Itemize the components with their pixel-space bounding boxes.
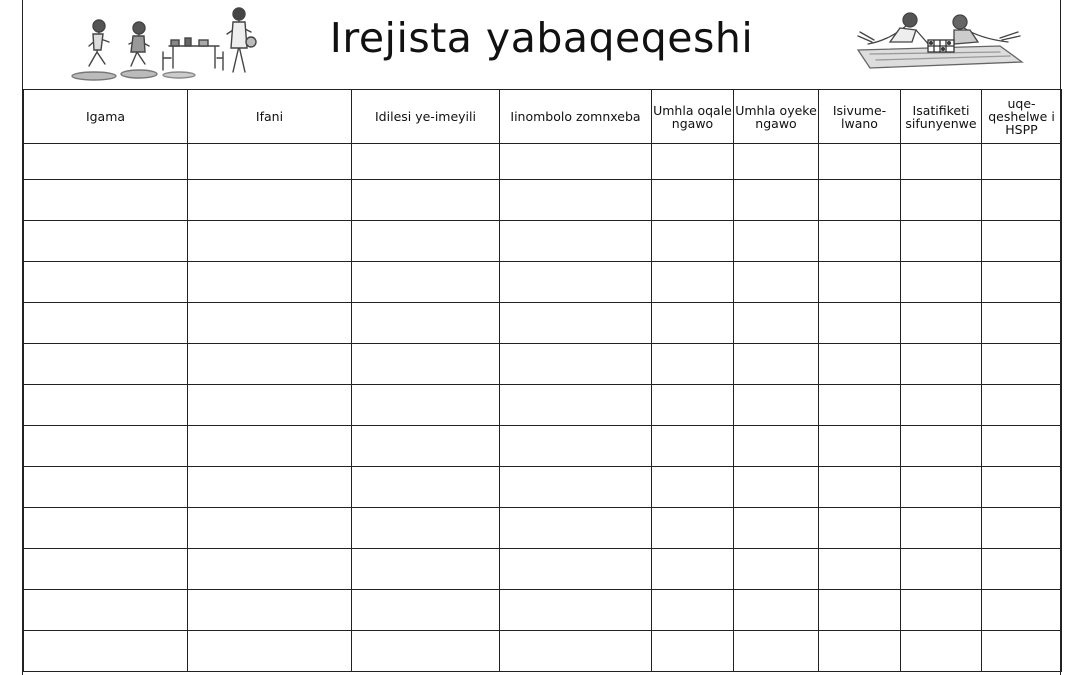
table-row	[24, 385, 1062, 426]
table-cell[interactable]	[734, 426, 819, 467]
table-cell[interactable]	[901, 344, 982, 385]
table-cell[interactable]	[188, 344, 352, 385]
table-cell[interactable]	[188, 303, 352, 344]
table-row	[24, 467, 1062, 508]
table-cell[interactable]	[352, 590, 500, 631]
table-cell[interactable]	[188, 467, 352, 508]
table-cell[interactable]	[352, 467, 500, 508]
table-cell[interactable]	[982, 631, 1062, 672]
column-header-igama: Igama	[24, 90, 188, 144]
header-banner	[23, 0, 1060, 89]
register-table	[23, 89, 1062, 672]
table-cell[interactable]	[188, 385, 352, 426]
table-cell[interactable]	[982, 426, 1062, 467]
table-cell[interactable]	[901, 262, 982, 303]
table-cell[interactable]	[352, 303, 500, 344]
table-cell[interactable]	[24, 344, 188, 385]
table-cell[interactable]	[24, 426, 188, 467]
table-cell[interactable]	[24, 508, 188, 549]
table-row	[24, 508, 1062, 549]
table-cell[interactable]	[24, 549, 188, 590]
table-cell[interactable]	[188, 180, 352, 221]
table-cell[interactable]	[352, 180, 500, 221]
table-cell[interactable]	[734, 385, 819, 426]
table-cell[interactable]	[819, 426, 901, 467]
table-cell[interactable]	[819, 549, 901, 590]
table-cell[interactable]	[188, 631, 352, 672]
table-cell[interactable]	[819, 303, 901, 344]
table-cell[interactable]	[819, 221, 901, 262]
table-cell[interactable]	[652, 385, 734, 426]
table-cell[interactable]	[652, 467, 734, 508]
table-cell[interactable]	[819, 144, 901, 180]
table-cell[interactable]	[500, 508, 652, 549]
column-header-certificate: Isatifiketi sifunyenwe	[901, 90, 982, 144]
table-cell[interactable]	[734, 344, 819, 385]
table-cell[interactable]	[352, 426, 500, 467]
table-cell[interactable]	[500, 144, 652, 180]
table-cell[interactable]	[24, 262, 188, 303]
table-cell[interactable]	[901, 385, 982, 426]
column-header-end-date: Umhla oyeke ngawo	[734, 90, 819, 144]
table-cell[interactable]	[901, 631, 982, 672]
table-cell[interactable]	[652, 631, 734, 672]
table-row	[24, 631, 1062, 672]
table-cell[interactable]	[24, 590, 188, 631]
table-cell[interactable]	[901, 467, 982, 508]
table-cell[interactable]	[652, 303, 734, 344]
table-cell[interactable]	[652, 221, 734, 262]
register-sheet	[22, 0, 1061, 675]
table-cell[interactable]	[352, 549, 500, 590]
table-cell[interactable]	[901, 144, 982, 180]
table-cell[interactable]	[24, 631, 188, 672]
table-cell[interactable]	[352, 221, 500, 262]
table-cell[interactable]	[982, 303, 1062, 344]
table-cell[interactable]	[188, 144, 352, 180]
table-cell[interactable]	[819, 467, 901, 508]
table-cell[interactable]	[352, 508, 500, 549]
table-cell[interactable]	[652, 549, 734, 590]
table-cell[interactable]	[734, 549, 819, 590]
table-cell[interactable]	[500, 221, 652, 262]
column-header-hspp: uqe-qeshelwe i HSPP	[982, 90, 1062, 144]
table-row	[24, 426, 1062, 467]
table-cell[interactable]	[819, 631, 901, 672]
table-cell[interactable]	[819, 385, 901, 426]
table-cell[interactable]	[652, 426, 734, 467]
table-cell[interactable]	[982, 467, 1062, 508]
table-cell[interactable]	[901, 549, 982, 590]
header-row	[24, 90, 1062, 144]
table-cell[interactable]	[982, 508, 1062, 549]
children-on-mat-illustration	[850, 6, 1030, 76]
table-cell[interactable]	[652, 344, 734, 385]
table-cell[interactable]	[24, 144, 188, 180]
table-row	[24, 262, 1062, 303]
table-cell[interactable]	[901, 180, 982, 221]
table-cell[interactable]	[500, 549, 652, 590]
table-cell[interactable]	[819, 590, 901, 631]
column-header-phone: Iinombolo zomnxeba	[500, 90, 652, 144]
table-cell[interactable]	[500, 262, 652, 303]
table-cell[interactable]	[652, 508, 734, 549]
table-cell[interactable]	[652, 180, 734, 221]
table-cell[interactable]	[500, 631, 652, 672]
table-cell[interactable]	[982, 549, 1062, 590]
table-cell[interactable]	[652, 590, 734, 631]
table-cell[interactable]	[734, 467, 819, 508]
table-cell[interactable]	[734, 303, 819, 344]
table-cell[interactable]	[652, 144, 734, 180]
table-cell[interactable]	[24, 467, 188, 508]
table-cell[interactable]	[500, 344, 652, 385]
table-cell[interactable]	[188, 262, 352, 303]
table-cell[interactable]	[188, 590, 352, 631]
table-cell[interactable]	[500, 426, 652, 467]
table-cell[interactable]	[734, 508, 819, 549]
page-title: Irejista yabaqeqeshi	[329, 14, 754, 62]
table-cell[interactable]	[24, 303, 188, 344]
table-row	[24, 221, 1062, 262]
table-row	[24, 549, 1062, 590]
table-cell[interactable]	[734, 631, 819, 672]
table-cell[interactable]	[24, 385, 188, 426]
table-cell[interactable]	[982, 262, 1062, 303]
table-cell[interactable]	[819, 508, 901, 549]
table-row	[24, 344, 1062, 385]
table-cell[interactable]	[500, 590, 652, 631]
table-cell[interactable]	[352, 385, 500, 426]
table-cell[interactable]	[352, 144, 500, 180]
table-cell[interactable]	[188, 221, 352, 262]
register-body	[24, 144, 1062, 672]
table-cell[interactable]	[352, 262, 500, 303]
table-cell[interactable]	[500, 180, 652, 221]
column-header-agreement: Isivume-lwano	[819, 90, 901, 144]
table-cell[interactable]	[500, 385, 652, 426]
table-cell[interactable]	[188, 426, 352, 467]
table-cell[interactable]	[982, 144, 1062, 180]
table-cell[interactable]	[982, 385, 1062, 426]
table-row	[24, 303, 1062, 344]
table-cell[interactable]	[24, 180, 188, 221]
column-header-start-date: Umhla oqale ngawo	[652, 90, 734, 144]
table-cell[interactable]	[982, 344, 1062, 385]
table-row	[24, 590, 1062, 631]
table-cell[interactable]	[982, 590, 1062, 631]
table-cell[interactable]	[734, 262, 819, 303]
table-cell[interactable]	[901, 590, 982, 631]
table-cell[interactable]	[819, 344, 901, 385]
table-row	[24, 180, 1062, 221]
table-cell[interactable]	[734, 144, 819, 180]
table-cell[interactable]	[901, 303, 982, 344]
table-cell[interactable]	[24, 221, 188, 262]
table-cell[interactable]	[188, 549, 352, 590]
table-cell[interactable]	[734, 221, 819, 262]
column-header-email: Idilesi ye-imeyili	[352, 90, 500, 144]
table-cell[interactable]	[982, 221, 1062, 262]
table-cell[interactable]	[819, 180, 901, 221]
table-cell[interactable]	[500, 303, 652, 344]
table-cell[interactable]	[188, 508, 352, 549]
table-cell[interactable]	[734, 180, 819, 221]
table-cell[interactable]	[352, 631, 500, 672]
table-cell[interactable]	[652, 262, 734, 303]
table-cell[interactable]	[352, 344, 500, 385]
table-cell[interactable]	[734, 590, 819, 631]
table-cell[interactable]	[500, 467, 652, 508]
table-cell[interactable]	[901, 508, 982, 549]
table-cell[interactable]	[982, 180, 1062, 221]
table-cell[interactable]	[901, 221, 982, 262]
table-cell[interactable]	[819, 262, 901, 303]
column-header-ifani: Ifani	[188, 90, 352, 144]
table-row	[24, 144, 1062, 180]
table-cell[interactable]	[901, 426, 982, 467]
